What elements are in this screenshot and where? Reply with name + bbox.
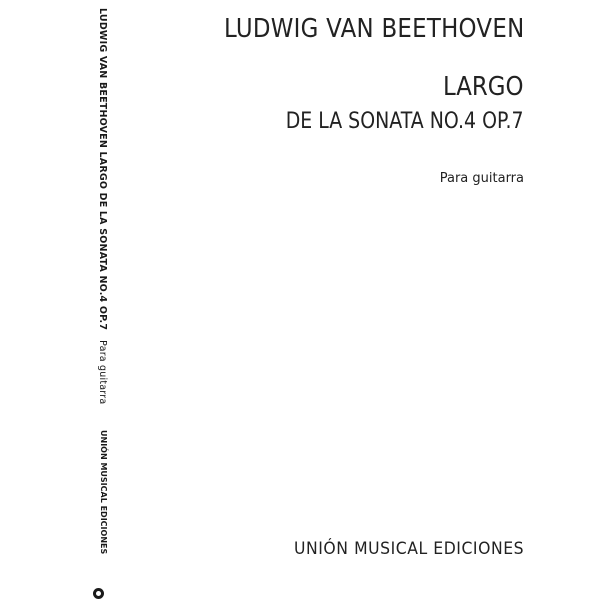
spine-sub-text: Para guitarra	[97, 340, 108, 405]
publisher-name: UNIÓN MUSICAL EDICIONES	[293, 539, 524, 559]
spine-title	[97, 8, 108, 404]
spine	[0, 0, 130, 610]
spine-main-text: LUDWIG VAN BEETHOVEN LARGO DE LA SONATA NO.4 OP.7	[97, 8, 108, 331]
publisher-logo-icon	[93, 588, 104, 599]
piece-subtitle: DE LA SONATA NO.4 OP.7	[286, 109, 524, 134]
piece-title: LARGO	[443, 72, 524, 102]
instrument-label: Para guitarra	[439, 171, 524, 186]
spine-publisher: UNIÓN MUSICAL EDICIONES	[99, 430, 108, 555]
composer-name: LUDWIG VAN BEETHOVEN	[223, 14, 524, 44]
